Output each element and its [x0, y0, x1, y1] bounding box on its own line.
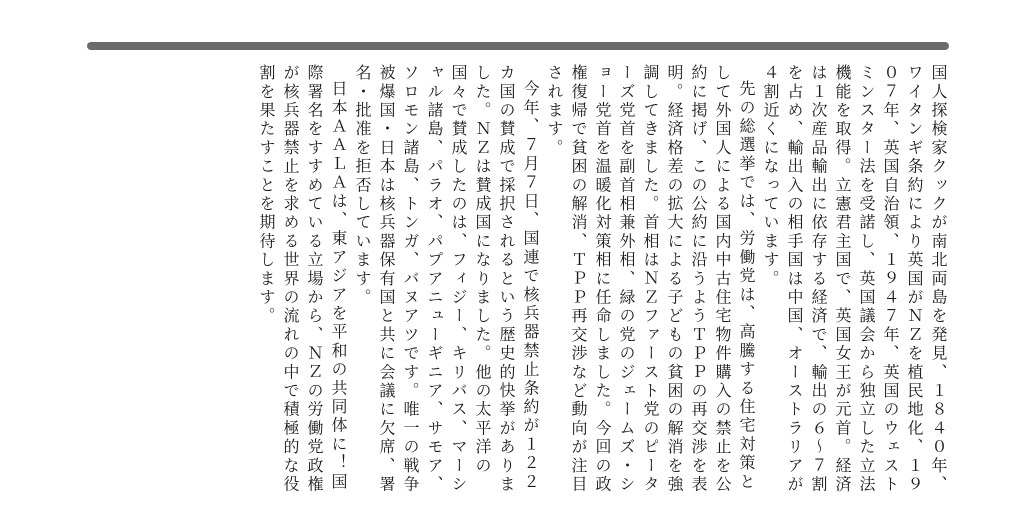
paragraph-nuclear-ban-treaty: 今年、７月７日、国連で核兵器禁止条約が１２２カ国の賛成で採択されるという歴史的快挙がありました。ＮＺは賛成国になりました。他の太平洋の国々で賛成したのは、フィジー、キリバス、マーシャル諸島、パラオ、パプアニューギニア、サモア、ソロモン諸島、トンガ、バヌアツです。唯一の戦争被爆国・日本は核兵器保有国と共に会議に欠席、署名・批准を拒否しています。 [353, 64, 540, 495]
top-rule [87, 42, 949, 50]
paragraph-aala-expectation: 日本ＡＡＬＡは、東アジアを平和の共同体に！国際署名をすすめている立場から、ＮＺの労働党政権が核兵器禁止を求める世界の流れの中で積極的な役割を果たすことを期待します。 [257, 64, 348, 495]
paragraph-history: 国人探検家クックが南北両島を発見、１８４０年、ワイタンギ条約により英国がＮＺを植民地化、１９０７年、英国自治領、１９４７年、英国のウェストミンスター法を受諾し、英国議会から独立した立法機能を取得。立憲君主国で、英国女王が元首。経済は１次産品輸出に依存する経済で、輸出の６～７割を占め、輸出入の相手国は中国、オーストラリアが４割近くになっています。 [761, 64, 948, 495]
article-body [80, 64, 950, 504]
paragraph-election: 先の総選挙では、労働党は、高騰する住宅対策として外国人による国内中古住宅物件購入の禁止を公約に掲げ、この公約に沿うようＴＰＰの再交渉を表明。経済格差の拡大による子どもの貧困の解消を強調してきました。首相はＮＺファースト党のピーターズ党首を副首相兼外相、緑の党のジェームズ・ショー党首を温暖化対策相に任命しました。今回の政権復帰で貧困の解消、ＴＰＰ再交渉など動向が注目されます。 [545, 64, 756, 495]
